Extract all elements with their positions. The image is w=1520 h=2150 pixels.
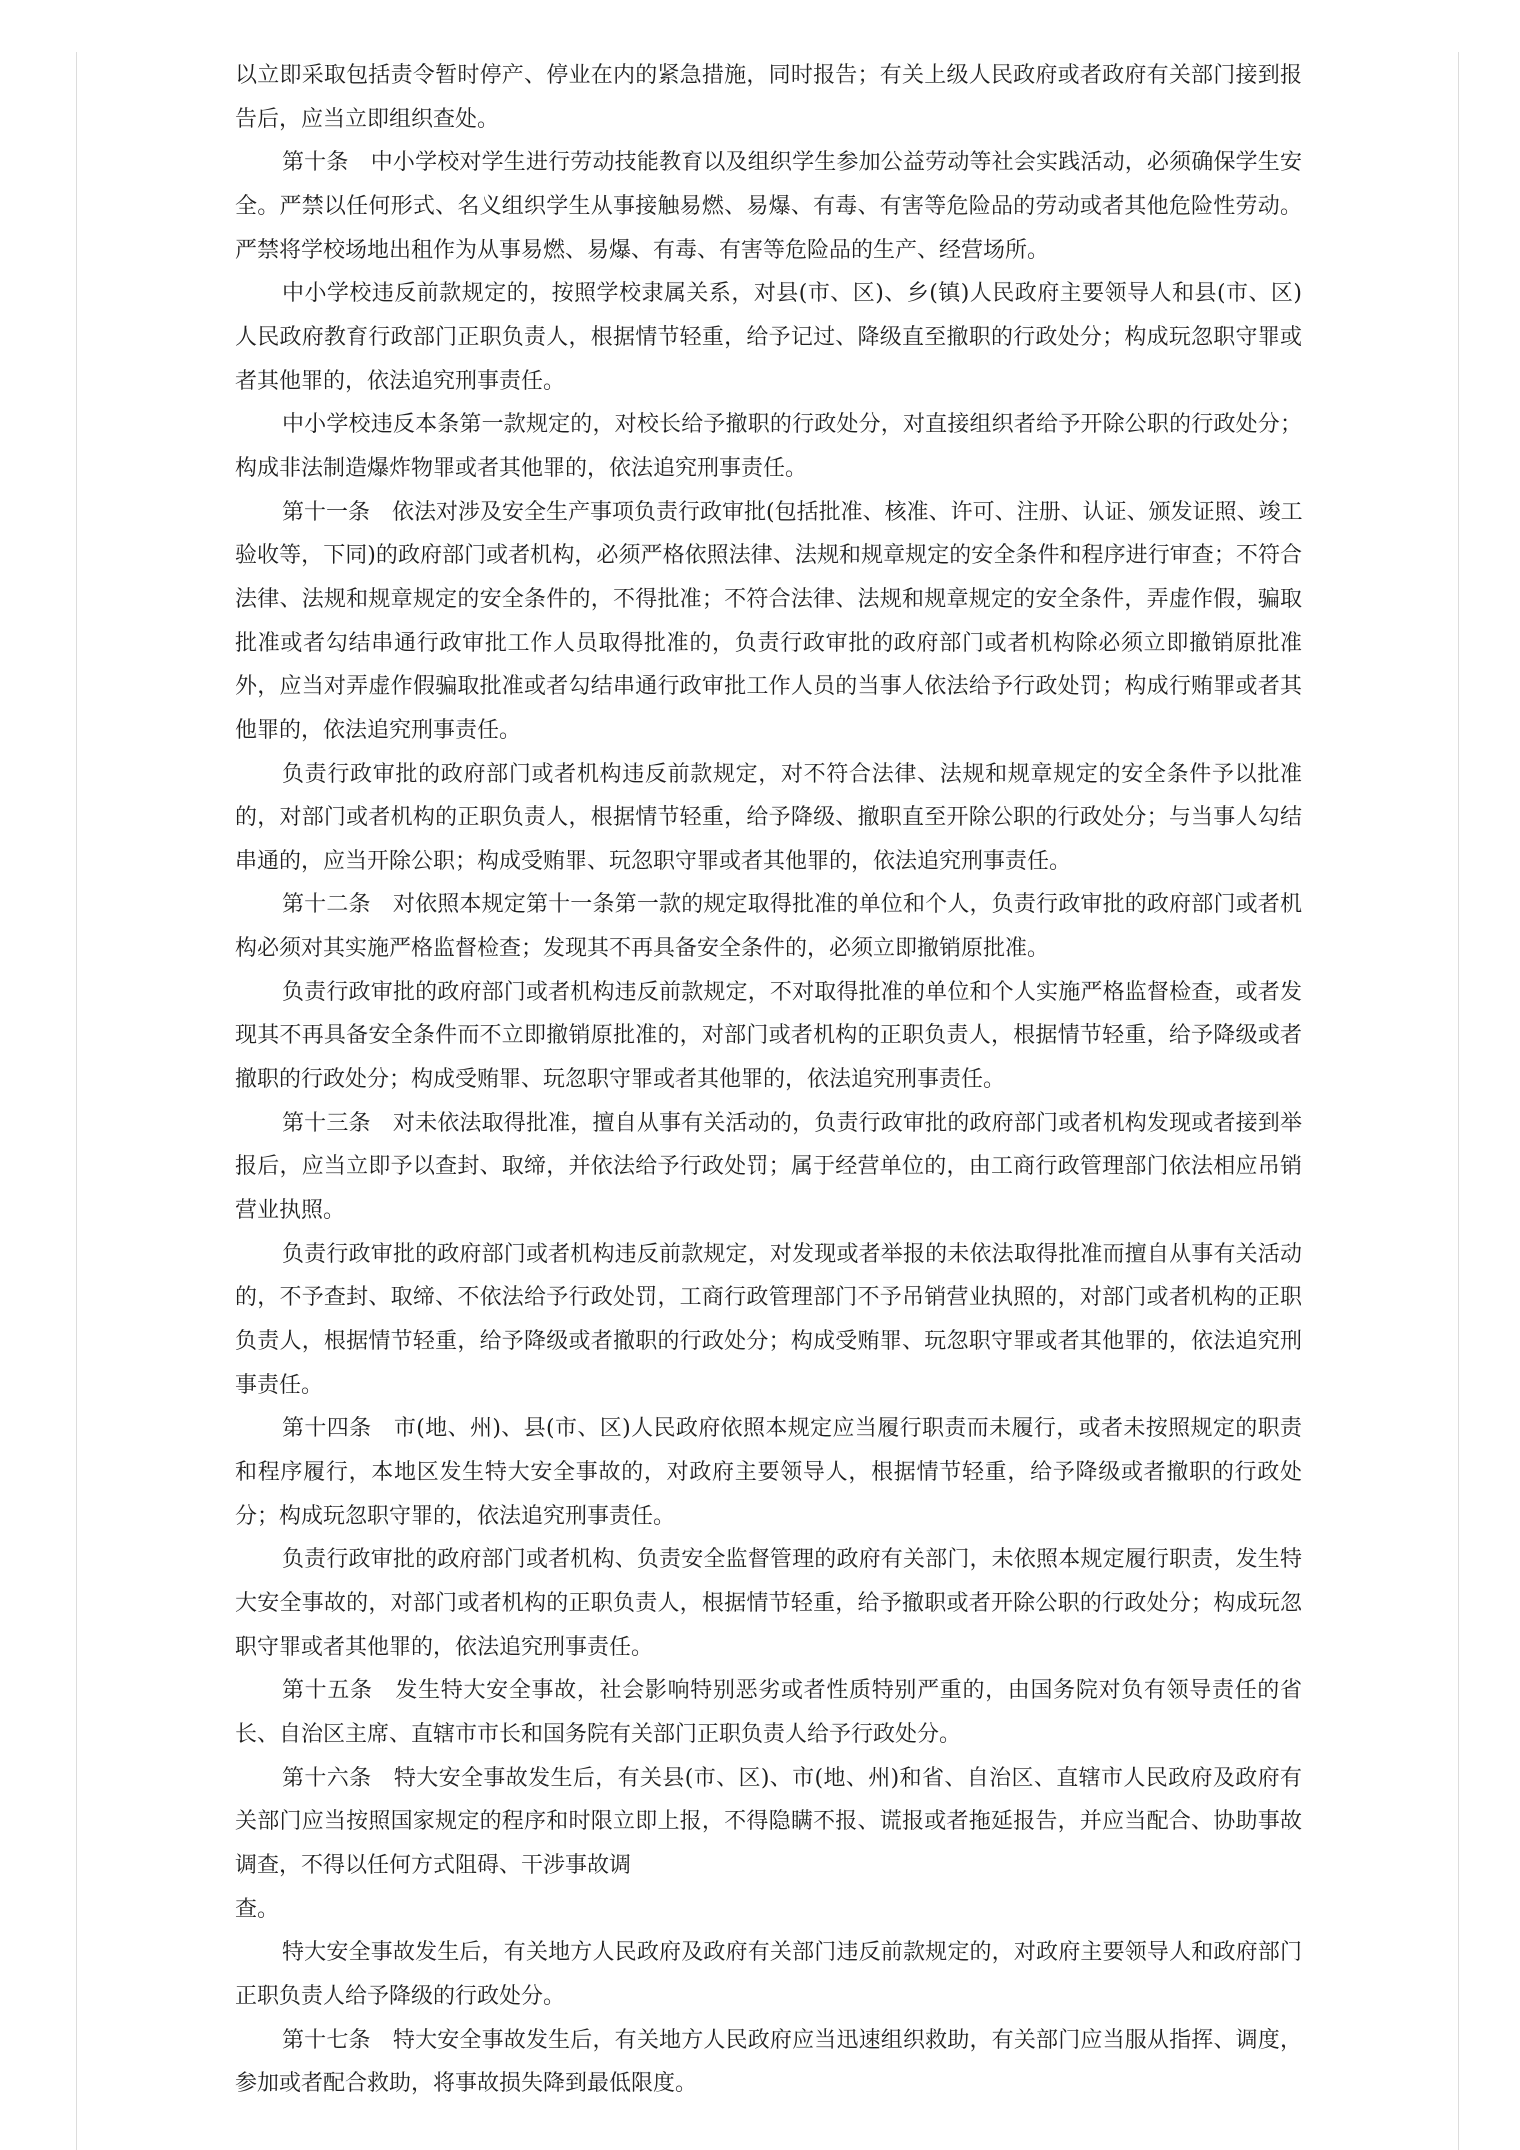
text-line: 负责行政审批的政府部门或者机构违反前款规定，对不符合法律、法规和规章规定的安全条件予以批准 xyxy=(282,761,1302,787)
text-line: 串通的，应当开除公职；构成受贿罪、玩忽职守罪或者其他罪的，依法追究刑事责任。 xyxy=(235,848,1072,874)
text-line: 者其他罪的，依法追究刑事责任。 xyxy=(235,368,566,394)
text-line: 负责行政审批的政府部门或者机构违反前款规定，对发现或者举报的未依法取得批准而擅自从事有关活动 xyxy=(282,1241,1302,1267)
text-line: 第十一条 依法对涉及安全生产事项负责行政审批(包括批准、核准、许可、注册、认证、颁发证照、竣工 xyxy=(282,499,1303,525)
text-line: 关部门应当按照国家规定的程序和时限立即上报，不得隐瞒不报、谎报或者拖延报告，并应当配合、协助事故 xyxy=(235,1809,1302,1835)
text-line: 负责行政审批的政府部门或者机构、负责安全监督管理的政府有关部门，未依照本规定履行职责，发生特 xyxy=(282,1547,1302,1573)
paragraph xyxy=(235,141,1302,272)
paragraph xyxy=(235,2019,1302,2106)
paragraph xyxy=(235,1931,1302,2018)
text-line: 第十七条 特大安全事故发生后，有关地方人民政府应当迅速组织救助，有关部门应当服从指挥、调度， xyxy=(282,2027,1302,2053)
text-line: 中小学校违反前款规定的，按照学校隶属关系，对县(市、区)、乡(镇)人民政府主要领导人和县(市、区) xyxy=(282,281,1302,307)
text-line: 人民政府教育行政部门正职负责人，根据情节轻重，给予记过、降级直至撤职的行政处分；构成玩忽职守罪或 xyxy=(235,324,1302,350)
text-line: 第十三条 对未依法取得批准，擅自从事有关活动的，负责行政审批的政府部门或者机构发现或者接到举 xyxy=(282,1110,1302,1136)
text-line: 职守罪或者其他罪的，依法追究刑事责任。 xyxy=(235,1634,654,1660)
text-line: 长、自治区主席、直辖市市长和国务院有关部门正职负责人给予行政处分。 xyxy=(235,1721,962,1747)
text-line: 特大安全事故发生后，有关地方人民政府及政府有关部门违反前款规定的，对政府主要领导人和政府部门 xyxy=(282,1940,1302,1966)
text-line: 全。严禁以任何形式、名义组织学生从事接触易燃、易爆、有毒、有害等危险品的劳动或者其他危险性劳动。 xyxy=(235,193,1302,219)
text-line: 负责人，根据情节轻重，给予降级或者撤职的行政处分；构成受贿罪、玩忽职守罪或者其他罪的，依法追究刑 xyxy=(235,1329,1302,1355)
text-line: 中小学校违反本条第一款规定的，对校长给予撤职的行政处分，对直接组织者给予开除公职的行政处分； xyxy=(282,412,1302,438)
document-body xyxy=(235,54,1302,2106)
paragraph xyxy=(235,1407,1302,1538)
text-line: 正职负责人给予降级的行政处分。 xyxy=(235,1983,566,2009)
paragraph xyxy=(235,753,1302,884)
text-line: 严禁将学校场地出租作为从事易燃、易爆、有毒、有害等危险品的生产、经营场所。 xyxy=(235,237,1050,263)
paragraph xyxy=(235,54,1302,141)
text-line: 和程序履行，本地区发生特大安全事故的，对政府主要领导人，根据情节轻重，给予降级或者撤职的行政处 xyxy=(235,1460,1302,1485)
text-line: 验收等，下同)的政府部门或者机构，必须严格依照法律、法规和规章规定的安全条件和程序进行审查；不符合 xyxy=(235,543,1302,569)
text-line: 第十条 中小学校对学生进行劳动技能教育以及组织学生参加公益劳动等社会实践活动，必须确保学生安 xyxy=(282,150,1302,176)
text-line: 批准或者勾结串通行政审批工作人员取得批准的，负责行政审批的政府部门或者机构除必须立即撤销原批准 xyxy=(235,630,1302,656)
paragraph xyxy=(235,1102,1302,1233)
text-line: 报后，应当立即予以查封、取缔，并依法给予行政处罚；属于经营单位的，由工商行政管理部门依法相应吊销 xyxy=(235,1154,1302,1180)
text-line: 事责任。 xyxy=(235,1372,324,1398)
text-line: 调查，不得以任何方式阻碍、干涉事故调 xyxy=(235,1852,632,1878)
page-edge-right xyxy=(1458,52,1459,2150)
text-line: 参加或者配合救助，将事故损失降到最低限度。 xyxy=(235,2071,698,2097)
paragraph xyxy=(235,1888,1302,1932)
text-line: 负责行政审批的政府部门或者机构违反前款规定，不对取得批准的单位和个人实施严格监督检查，或者发 xyxy=(282,979,1302,1005)
text-line: 的，不予查封、取缔、不依法给予行政处罚，工商行政管理部门不予吊销营业执照的，对部门或者机构的正职 xyxy=(235,1285,1302,1311)
text-line: 第十五条 发生特大安全事故，社会影响特别恶劣或者性质特别严重的，由国务院对负有领导责任的省 xyxy=(282,1678,1302,1704)
text-line: 外，应当对弄虚作假骗取批准或者勾结串通行政审批工作人员的当事人依法给予行政处罚；构成行贿罪或者其 xyxy=(235,674,1302,700)
text-line: 构成非法制造爆炸物罪或者其他罪的，依法追究刑事责任。 xyxy=(235,455,808,481)
paragraph xyxy=(235,971,1302,1102)
text-line: 构必须对其实施严格监督检查；发现其不再具备安全条件的，必须立即撤销原批准。 xyxy=(235,936,1050,962)
paragraph xyxy=(235,491,1302,753)
text-line: 查。 xyxy=(235,1896,280,1922)
paragraph xyxy=(235,883,1302,970)
text-line: 分；构成玩忽职守罪的，依法追究刑事责任。 xyxy=(235,1503,676,1529)
page-edge-left xyxy=(76,52,77,2150)
text-line: 现其不再具备安全条件而不立即撤销原批准的，对部门或者机构的正职负责人，根据情节轻重，给予降级或者 xyxy=(235,1023,1302,1049)
text-line: 第十六条 特大安全事故发生后，有关县(市、区)、市(地、州)和省、自治区、直辖市人民政府及政府有 xyxy=(282,1765,1302,1791)
text-line: 大安全事故的，对部门或者机构的正职负责人，根据情节轻重，给予撤职或者开除公职的行政处分；构成玩忽 xyxy=(235,1590,1302,1616)
text-line: 第十二条 对依照本规定第十一条第一款的规定取得批准的单位和个人，负责行政审批的政府部门或者机 xyxy=(282,892,1302,918)
paragraph xyxy=(235,403,1302,490)
paragraph xyxy=(235,1669,1302,1756)
paragraph xyxy=(235,272,1302,403)
text-line: 告后，应当立即组织查处。 xyxy=(235,106,500,132)
text-line: 他罪的，依法追究刑事责任。 xyxy=(235,717,522,743)
text-line: 的，对部门或者机构的正职负责人，根据情节轻重，给予降级、撤职直至开除公职的行政处分；与当事人勾结 xyxy=(235,805,1302,831)
text-line: 第十四条 市(地、州)、县(市、区)人民政府依照本规定应当履行职责而未履行，或者未按照规定的职责 xyxy=(282,1416,1302,1442)
paragraph xyxy=(235,1233,1302,1408)
text-line: 以立即采取包括责令暂时停产、停业在内的紧急措施，同时报告；有关上级人民政府或者政府有关部门接到报 xyxy=(235,63,1302,88)
text-line: 营业执照。 xyxy=(235,1198,346,1224)
text-line: 法律、法规和规章规定的安全条件的，不得批准；不符合法律、法规和规章规定的安全条件，弄虚作假，骗取 xyxy=(235,586,1302,612)
paragraph xyxy=(235,1757,1302,1888)
paragraph xyxy=(235,1538,1302,1669)
text-line: 撤职的行政处分；构成受贿罪、玩忽职守罪或者其他罪的，依法追究刑事责任。 xyxy=(235,1067,1006,1093)
